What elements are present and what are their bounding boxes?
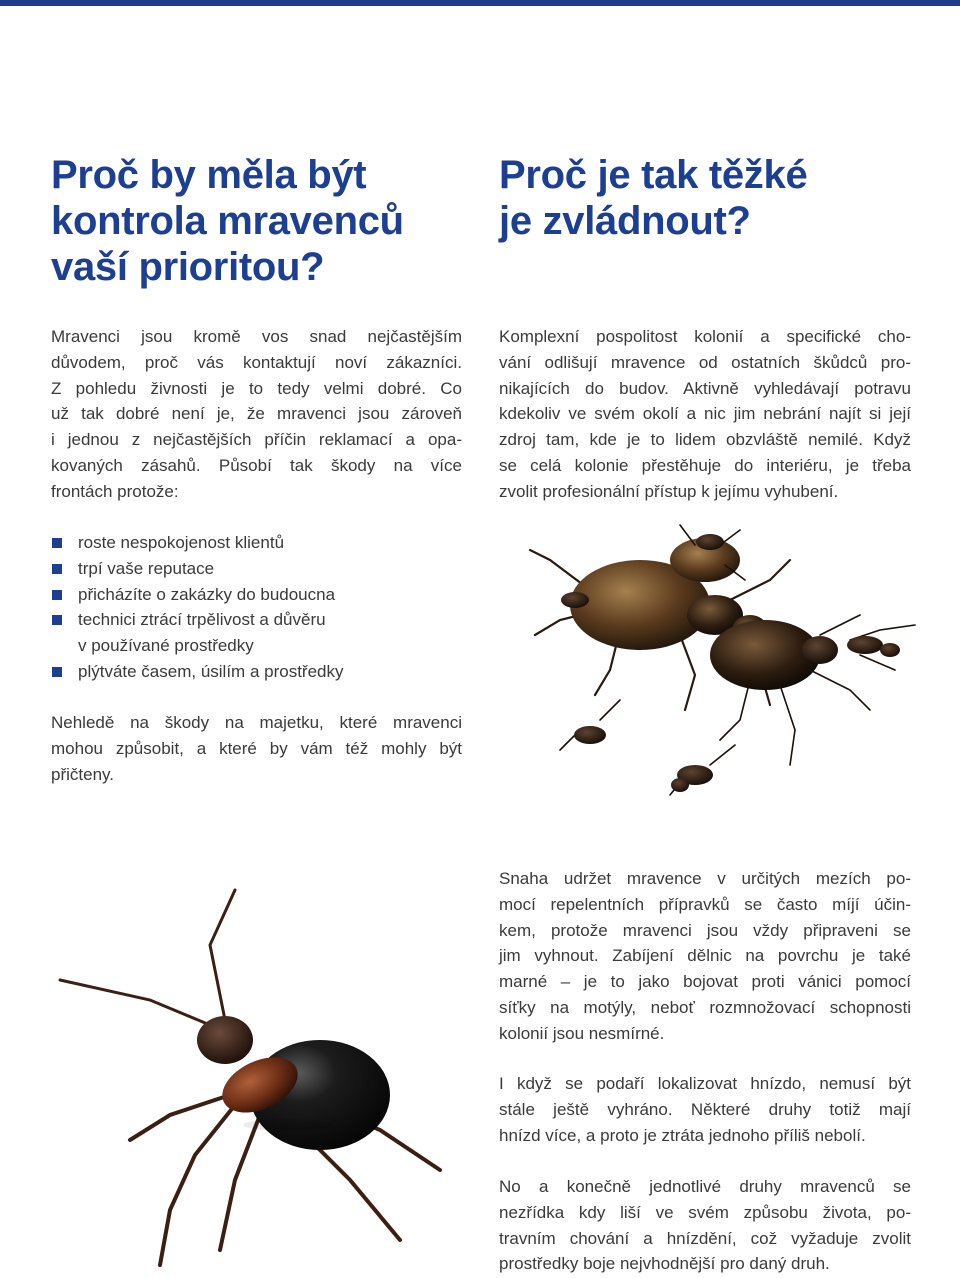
text-line: nikajících do budov. Aktivně vyhledávají potravu xyxy=(499,378,911,398)
text-line: Komplexní pospolitost kolonií a specifické cho- xyxy=(499,327,911,346)
list-item-text: technici ztrácí trpělivost a důvěru xyxy=(78,610,326,630)
text-line: travním chování a hnízdění, což vyžaduje zvolit xyxy=(499,1228,911,1248)
text-line: síťky na motýly, neboť rozmnožovací schopnosti xyxy=(499,997,911,1017)
right-intro-paragraph xyxy=(499,324,911,505)
text-line: stále ještě vyhráno. Některé druhy totiž mají xyxy=(499,1099,911,1119)
text-line: vání odlišují mravence od ostatních škůdců pro- xyxy=(499,352,911,372)
right-paragraph-species xyxy=(499,1174,911,1277)
list-item xyxy=(52,530,452,556)
text-line: kolonií jsou nesmírné. xyxy=(499,1023,665,1043)
text-line: už tak dobré není je, že mravenci jsou zároveň xyxy=(51,404,462,424)
left-outro-paragraph xyxy=(51,710,462,787)
square-bullet-icon xyxy=(52,564,62,574)
square-bullet-icon xyxy=(52,538,62,548)
list-item xyxy=(52,659,452,685)
consequences-list xyxy=(52,530,452,685)
text-line: přičteny. xyxy=(51,764,114,784)
list-item xyxy=(52,582,452,608)
right-paragraph-nest xyxy=(499,1071,911,1148)
text-line: i jednou z nejčastějších příčin reklamací a opa- xyxy=(51,430,462,450)
text-line: I když se podaří lokalizovat hnízdo, nemusí být xyxy=(499,1074,911,1093)
ant-head xyxy=(197,1016,253,1064)
text-line: kem, protože mravenci jsou vždy připraveni se xyxy=(499,920,911,940)
list-item-text: v používané prostředky xyxy=(78,636,254,656)
left-intro-paragraph xyxy=(51,324,462,505)
text-line: zvolit profesionální přístup k jejímu vyhubení. xyxy=(499,481,839,501)
text-line: marné – je to jako bojovat proti vánici pomocí xyxy=(499,972,911,992)
heading-line: Proč je tak těžké xyxy=(499,153,808,197)
text-line: kovaných zásahů. Působí tak škody na více xyxy=(51,455,462,475)
text-line: Snaha udržet mravence v určitých mezích po- xyxy=(499,869,911,888)
text-line: prostředky boje nejvhodnější pro daný druh. xyxy=(499,1254,830,1274)
text-line: jim vyhnout. Zabíjení dělnic na povrchu je také xyxy=(499,946,911,966)
top-accent-bar xyxy=(0,0,960,6)
list-item-text: trpí vaše reputace xyxy=(78,558,215,578)
heading-line: kontrola mravenců xyxy=(51,199,404,243)
list-item-text: plýtváte časem, úsilím a prostředky xyxy=(78,661,344,681)
heading-line: je zvládnout? xyxy=(499,199,751,243)
heading-line: Proč by měla být xyxy=(51,153,367,197)
square-bullet-icon xyxy=(52,615,62,625)
heading-line: vaší prioritou? xyxy=(51,245,325,289)
list-item xyxy=(52,607,452,659)
right-paragraph-repellents xyxy=(499,866,911,1047)
single-ant-photo xyxy=(20,880,480,1270)
text-line: mocí repelentních přípravků se často míjí účin- xyxy=(499,894,911,914)
right-heading xyxy=(499,152,939,244)
square-bullet-icon xyxy=(52,667,62,677)
text-line: frontách protože: xyxy=(51,481,179,501)
text-line: důvodem, proč vás kontaktují noví zákazníci. xyxy=(51,352,462,372)
text-line: kdekoliv ve svém okolí a nic jim nebrání najít si její xyxy=(499,404,911,424)
left-heading xyxy=(51,152,471,290)
text-line: zdroj tam, kde je to lidem obzvláště nemilé. Když xyxy=(499,430,911,450)
text-line: Mravenci jsou kromě vos snad nejčastějším xyxy=(51,327,462,346)
text-line: hnízd více, a proto je ztráta jednoho příliš nebolí. xyxy=(499,1125,866,1145)
square-bullet-icon xyxy=(52,590,62,600)
text-line: mohou způsobit, a které by vám též mohly být xyxy=(51,738,462,758)
text-line: nezřídka kdy liší ve svém způsobu života, po- xyxy=(499,1202,911,1222)
text-line: No a konečně jednotlivé druhy mravenců se xyxy=(499,1177,911,1196)
list-item-text: roste nespokojenost klientů xyxy=(78,533,285,552)
ant-colony-photo xyxy=(520,520,940,850)
text-line: Z pohledu živnosti je to tedy velmi dobré. Co xyxy=(51,378,462,398)
list-item xyxy=(52,556,452,582)
text-line: se celá kolonie přestěhuje do interiéru, je třeba xyxy=(499,455,911,475)
list-item-text: přicházíte o zakázky do budoucna xyxy=(78,584,336,604)
text-line: Nehledě na škody na majetku, které mravenci xyxy=(51,713,462,732)
